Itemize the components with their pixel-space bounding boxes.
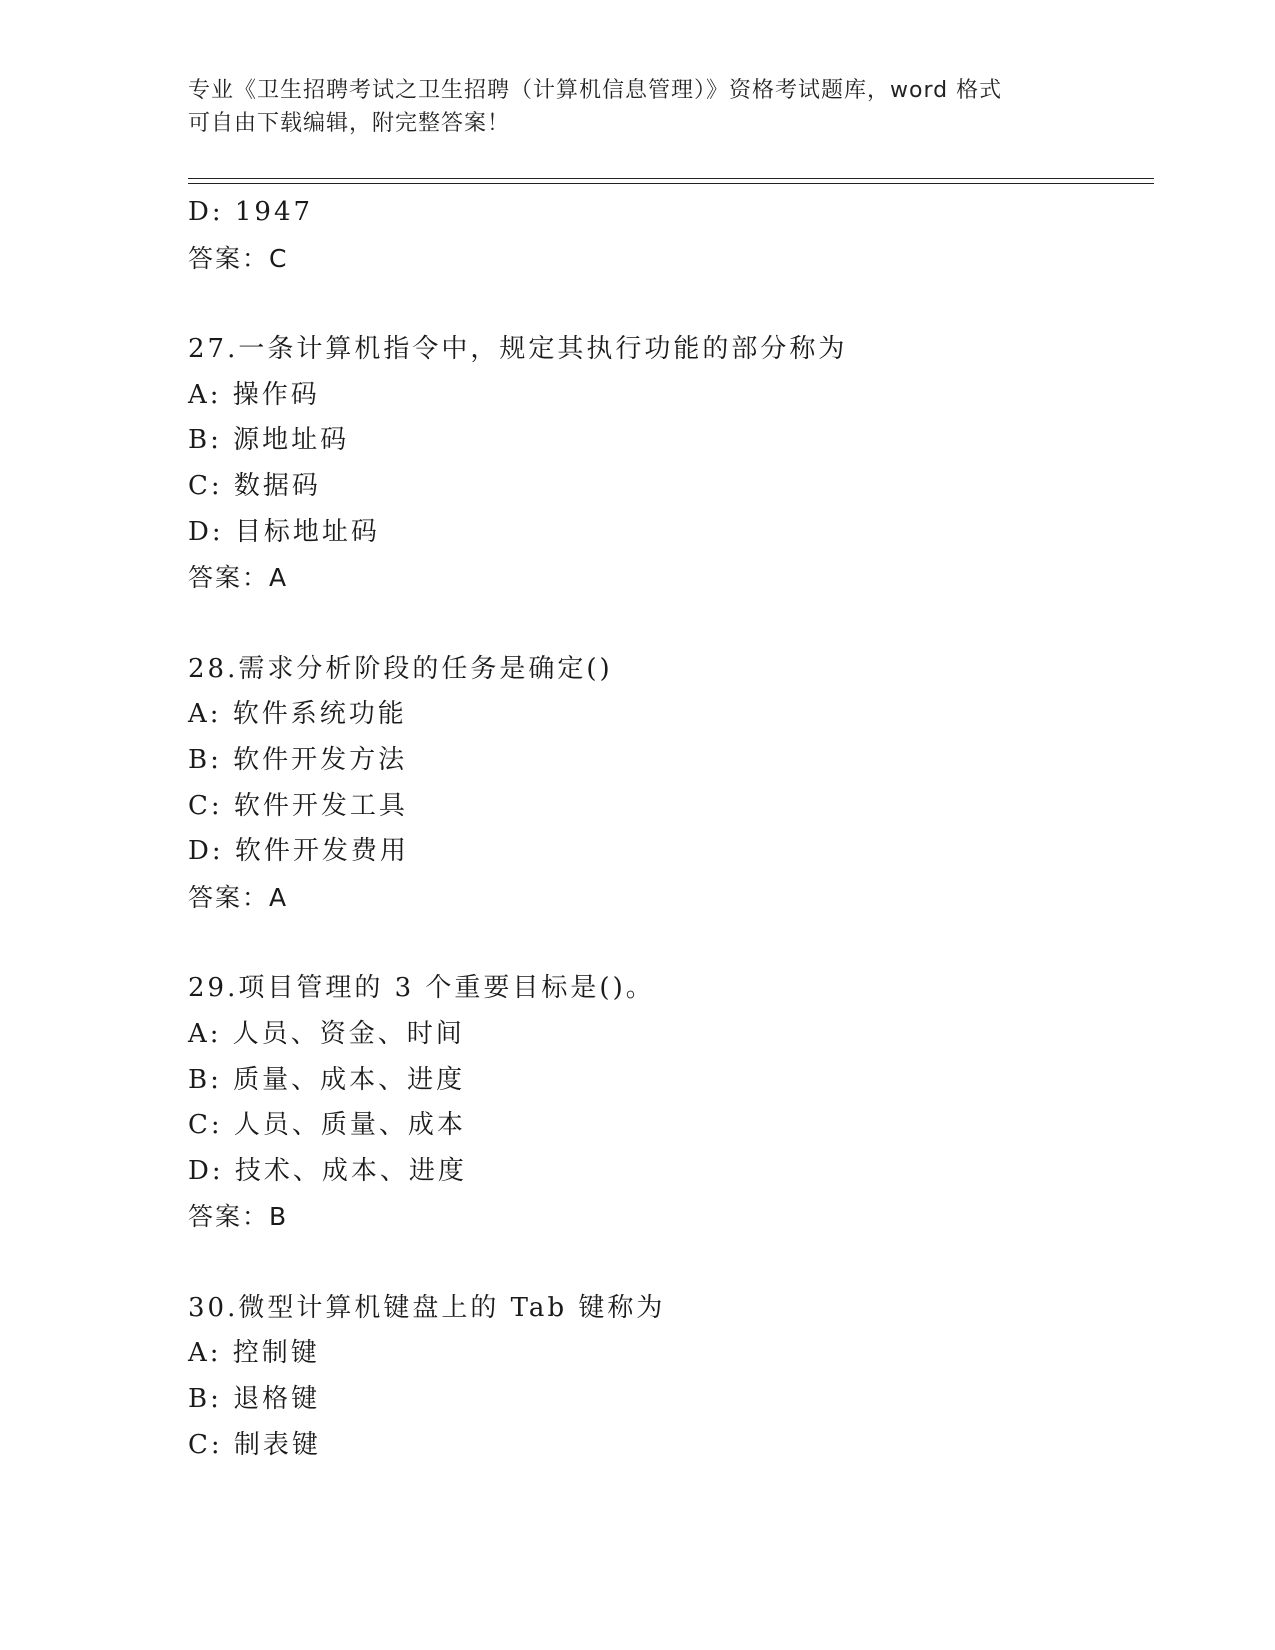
option-d: D: 目标地址码 bbox=[188, 516, 380, 547]
page-header bbox=[188, 74, 1068, 140]
option-d: D: 1947 bbox=[188, 197, 314, 227]
option-d: D: 软件开发费用 bbox=[188, 836, 409, 867]
question-gap bbox=[188, 281, 1154, 327]
option-c: C: 人员、质量、成本 bbox=[188, 1110, 466, 1141]
option-b: B: 退格键 bbox=[188, 1384, 321, 1415]
question-text: 28.需求分析阶段的任务是确定() bbox=[188, 653, 613, 684]
previous-question-tail bbox=[188, 190, 1154, 281]
answer-line: 答案：C bbox=[188, 243, 289, 273]
header-title-line-2: 可自由下载编辑，附完整答案！ bbox=[188, 111, 511, 136]
question-30 bbox=[188, 1286, 1154, 1468]
question-gap bbox=[188, 920, 1154, 966]
option-a: A: 操作码 bbox=[188, 379, 320, 410]
answer-line: 答案：B bbox=[188, 1202, 289, 1232]
question-gap bbox=[188, 601, 1154, 647]
header-double-rule bbox=[188, 178, 1154, 184]
answer-line: 答案：A bbox=[188, 563, 289, 593]
option-b: B: 源地址码 bbox=[188, 425, 350, 456]
question-27 bbox=[188, 327, 1154, 601]
question-text: 27.一条计算机指令中，规定其执行功能的部分称为 bbox=[188, 334, 848, 365]
option-c: C: 数据码 bbox=[188, 470, 321, 501]
header-title-line-1: 专业《卫生招聘考试之卫生招聘（计算机信息管理）》资格考试题库，word 格式 bbox=[188, 78, 1003, 103]
question-28 bbox=[188, 647, 1154, 921]
option-c: C: 软件开发工具 bbox=[188, 790, 408, 821]
option-a: A: 软件系统功能 bbox=[188, 699, 407, 730]
option-a: A: 控制键 bbox=[188, 1338, 320, 1369]
option-b: B: 软件开发方法 bbox=[188, 744, 408, 775]
option-b: B: 质量、成本、进度 bbox=[188, 1064, 466, 1095]
option-c: C: 制表键 bbox=[188, 1429, 321, 1460]
option-a: A: 人员、资金、时间 bbox=[188, 1018, 465, 1049]
question-text: 30.微型计算机键盘上的 Tab 键称为 bbox=[188, 1292, 666, 1323]
question-list bbox=[188, 190, 1154, 1468]
answer-line: 答案：A bbox=[188, 882, 289, 912]
option-d: D: 技术、成本、进度 bbox=[188, 1155, 467, 1186]
question-gap bbox=[188, 1240, 1154, 1286]
question-29 bbox=[188, 966, 1154, 1240]
question-text: 29.项目管理的 3 个重要目标是()。 bbox=[188, 973, 655, 1004]
